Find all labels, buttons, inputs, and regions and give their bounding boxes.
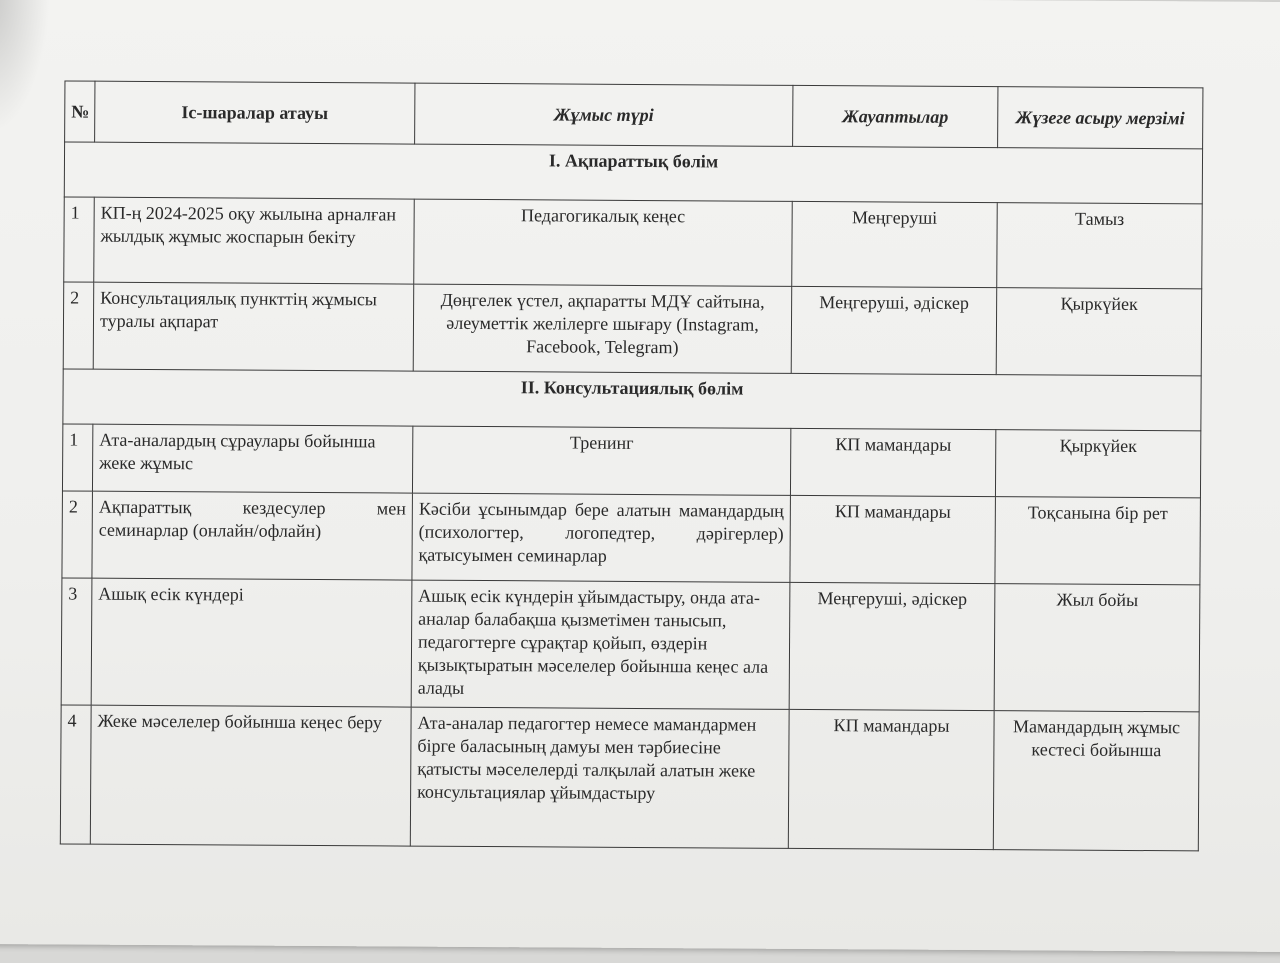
- row-type: Тренинг: [412, 426, 790, 495]
- section-title: II. Консультациялық бөлім: [63, 369, 1201, 431]
- row-term: Тамыз: [997, 203, 1203, 289]
- row-num: 1: [64, 197, 95, 282]
- row-type: Ашық есік күндерін ұйымдастыру, онда ата-аналар балабақша қызметімен танысып, педагогтерге сұрақтар қойып, өздерін қызықтыратын мәселелер бойынша кеңес ала алады: [411, 580, 790, 709]
- row-name: Ақпараттық кездесулер мен семинарлар (онлайн/офлайн): [92, 491, 413, 580]
- row-num: 2: [63, 282, 94, 369]
- row-term: Жыл бойы: [994, 584, 1200, 712]
- table-row: [62, 491, 1201, 585]
- row-num: 3: [61, 578, 92, 705]
- table-header-row: [65, 81, 1203, 149]
- section-row: [64, 142, 1202, 204]
- table-row: [64, 197, 1202, 289]
- row-num: 2: [62, 491, 93, 578]
- row-responsible: КП мамандары: [790, 428, 995, 496]
- row-term: Қыркүйек: [995, 430, 1200, 498]
- row-responsible: КП мамандары: [788, 709, 994, 849]
- table-row: [62, 424, 1200, 498]
- table-row: [63, 282, 1202, 376]
- section-row: [63, 369, 1201, 431]
- row-type: Кәсіби ұсынымдар бере алатын мамандардың (психологтер, логопедтер, дәрігерлер) қатысуымен семинарлар: [412, 493, 791, 582]
- row-name: Консультациялық пункттің жұмысы туралы ақпарат: [93, 282, 414, 371]
- row-term: Қыркүйек: [996, 288, 1202, 376]
- row-responsible: Меңгеруші, әдіскер: [789, 582, 995, 710]
- header-type: Жұмыс түрі: [415, 83, 793, 146]
- row-type: Дөңгелек үстел, ақпаратты МДҰ сайтына, әлеуметтік желілерге шығару (Instagram, Facebook, Telegram): [413, 284, 792, 373]
- row-name: Жеке мәселелер бойынша кеңес беру: [90, 705, 411, 846]
- row-name: КП-ң 2024-2025 оқу жылына арналған жылдық жұмыс жоспарын бекіту: [94, 197, 415, 284]
- row-num: 1: [62, 424, 92, 491]
- header-responsible: Жауаптылар: [793, 85, 998, 147]
- header-term: Жүзеге асыру мерзімі: [998, 87, 1203, 149]
- row-num: 4: [60, 705, 91, 844]
- row-type: Педагогикалық кеңес: [414, 199, 793, 286]
- table-row: [61, 578, 1200, 712]
- header-num: №: [65, 81, 95, 142]
- work-plan-table: [60, 80, 1204, 851]
- row-term: Тоқсанына бір рет: [995, 497, 1201, 585]
- row-responsible: Меңгеруші: [792, 201, 998, 287]
- row-type: Ата-аналар педагогтер немесе мамандармен бірге баласының дамуы мен тәрбиесіне қатысты мәселелерді талқылай алатын жеке консультациялар ұйымдастыру: [410, 707, 789, 848]
- row-responsible: КП мамандары: [790, 495, 996, 583]
- table-row: [60, 705, 1199, 851]
- row-term: Мамандардың жұмыс кестесі бойынша: [993, 711, 1199, 851]
- header-name: Іс-шаралар атауы: [95, 81, 415, 144]
- row-responsible: Меңгеруші, әдіскер: [791, 286, 997, 374]
- section-title: I. Ақпараттық бөлім: [64, 142, 1202, 204]
- row-name: Ашық есік күндері: [91, 578, 412, 707]
- page-corner-shadow: [0, 0, 50, 134]
- row-name: Ата-аналардың сұраулары бойынша жеке жұмыс: [92, 424, 412, 493]
